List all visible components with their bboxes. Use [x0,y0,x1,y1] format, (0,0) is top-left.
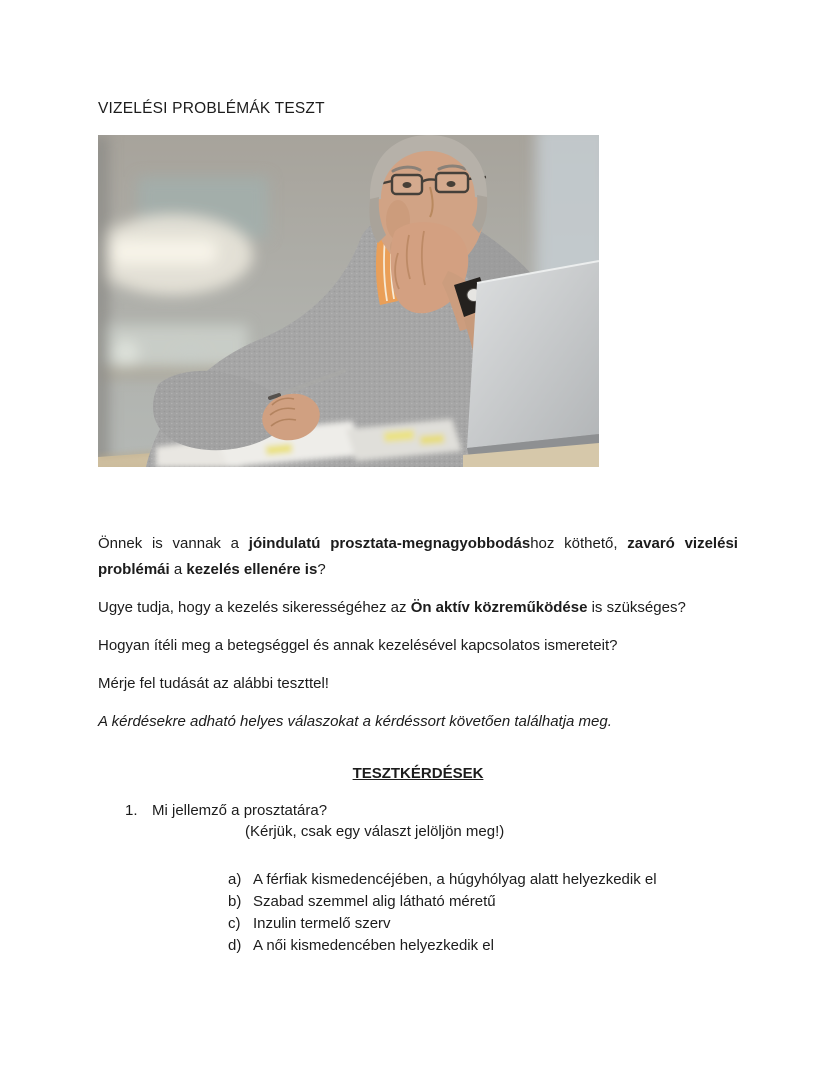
intro-paragraph-1 [98,531,738,583]
text-run-bold: Ön aktív közreműködése [410,599,588,616]
section-heading-text: TESZTKÉRDÉSEK [352,765,484,782]
text-run-bold: zavaró vizelési problémái [98,535,738,578]
text-run-bold: jóindulatú prosztata-megnagyobbodás [248,535,531,552]
option-c [228,913,738,935]
text-run: Ugye tudja, hogy a kezelés sikerességéhez az [98,599,411,616]
shelf-blob [113,340,139,366]
wall-edge [98,135,108,467]
question-1 [98,800,738,821]
answer-options [228,869,738,957]
option-text: Inzulin termelő szerv [253,915,391,932]
photo-illustration [98,135,599,467]
laptop-lid [467,261,599,448]
text-run: is szükséges? [587,599,686,616]
text-run: hoz köthető, [530,535,628,552]
intro-paragraph-3: Hogyan ítéli meg a betegséggel és annak kezelésével kapcsolatos ismereteit? [98,637,618,654]
section-heading [98,761,738,787]
option-a [228,869,738,891]
intro-paragraph-2 [98,595,738,621]
page-title: VIZELÉSI PROBLÉMÁK TESZT [98,100,325,117]
intro-paragraph-5: A kérdésekre adható helyes válaszokat a kérdéssort követően találhatja meg. [98,713,612,730]
option-letter: a) [228,871,242,888]
question-number: 1. [125,802,138,819]
option-text: Szabad szemmel alig látható méretű [253,893,496,910]
intro-section [98,531,738,735]
option-letter: b) [228,893,242,910]
lamp-light-bar [110,239,218,265]
option-letter: d) [228,937,242,954]
option-b [228,891,738,913]
text-run: a [169,561,187,578]
text-run-bold: kezelés ellenére is [186,561,318,578]
option-d [228,935,738,957]
option-letter: c) [228,915,241,932]
question-note: (Kérjük, csak egy választ jelöljön meg!) [245,823,505,840]
intro-paragraph-4: Mérje fel tudását az alábbi teszttel! [98,675,329,692]
question-text: Mi jellemző a prosztatára? [152,802,328,819]
text-run: ? [317,561,326,578]
text-run: Önnek is vannak a [98,535,249,552]
option-text: A férfiak kismedencéjében, a húgyhólyag alatt helyezkedik el [253,871,657,888]
photo-senior-man-laptop [98,135,599,467]
option-text: A női kismedencében helyezkedik el [253,937,494,954]
page-content [98,96,738,957]
